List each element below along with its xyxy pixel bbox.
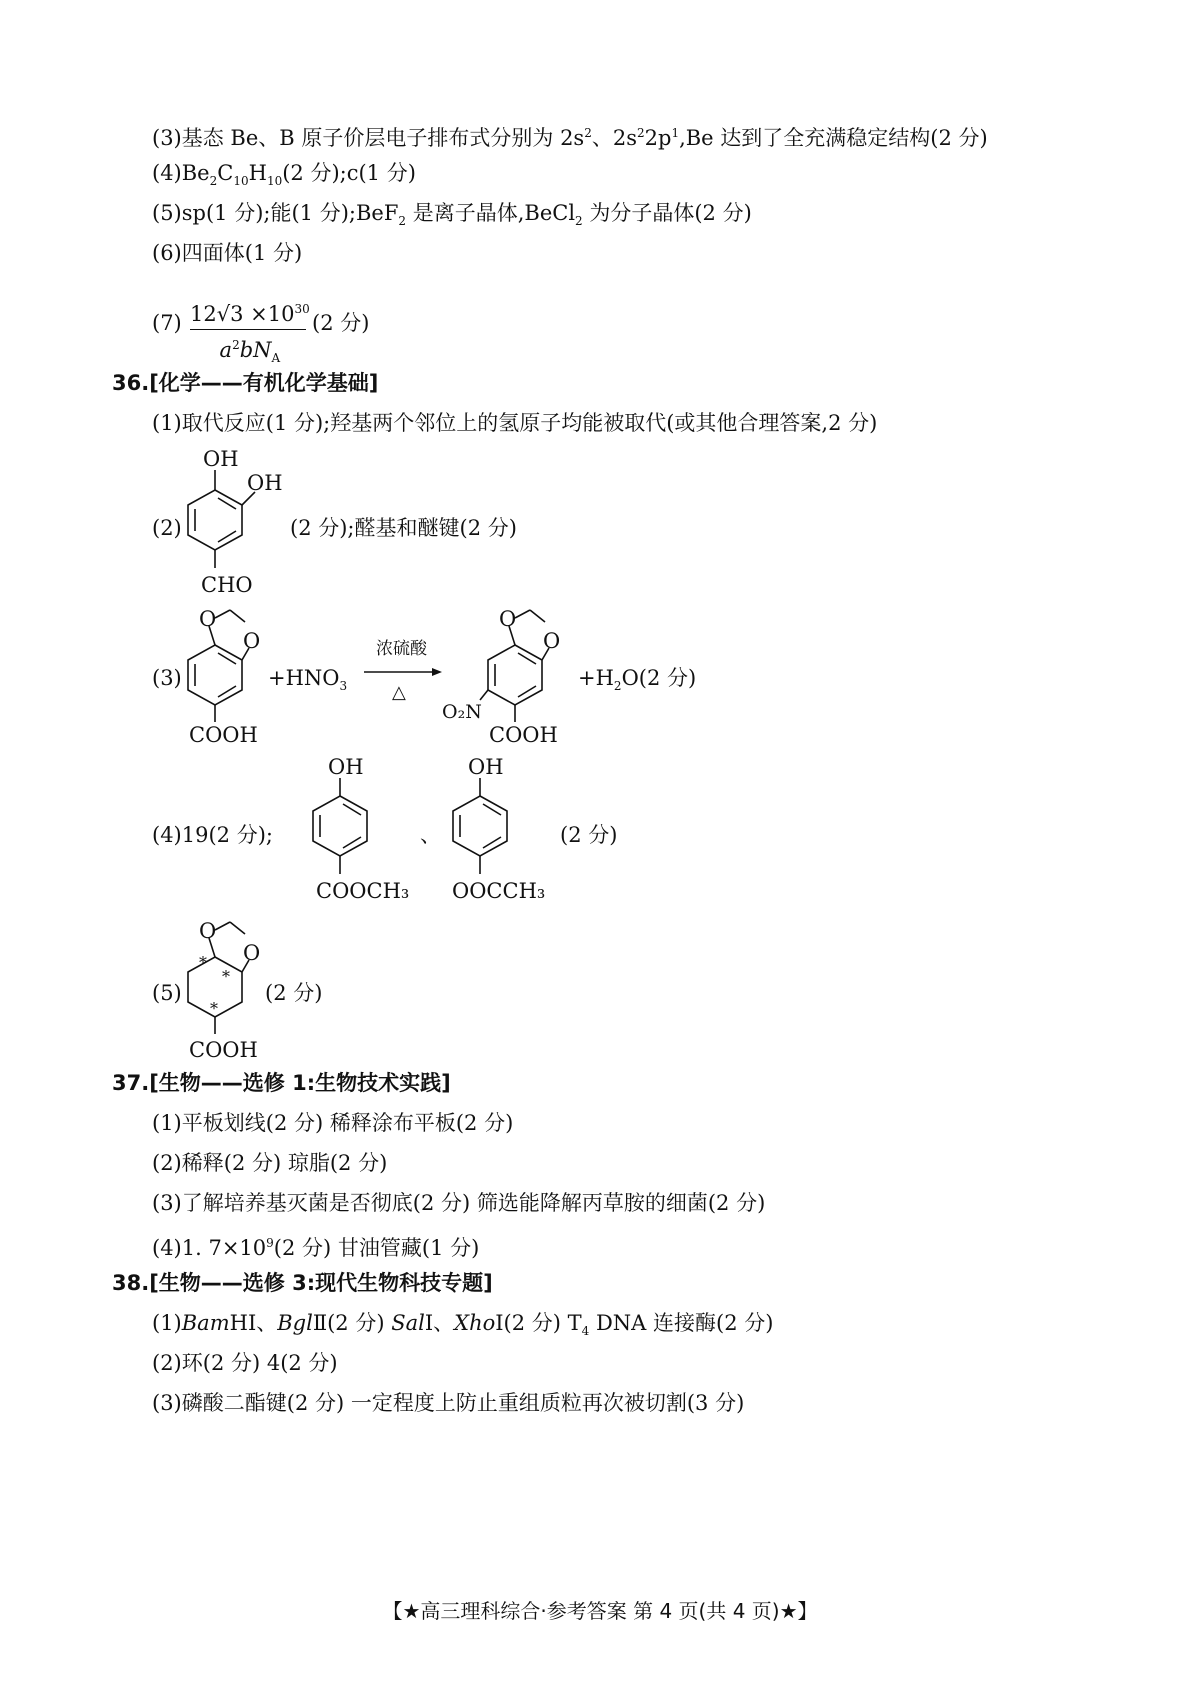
q36-4-molecule-2 — [440, 758, 570, 913]
fraction-numerator: $12√3 \times 10^{30}$ — [190, 302, 310, 326]
q36-line-5-prefix: (5) — [152, 981, 182, 1005]
q36-line-1: (1)取代反应(1 分);羟基两个邻位上的氢原子均能被取代(或其他合理答案,2 分) — [152, 411, 878, 435]
q38-title: 38.[生物——选修 3:现代生物科技专题] — [112, 1271, 493, 1295]
nitro-label: O₂N — [442, 701, 482, 723]
q35-line-6: (6)四面体(1 分) — [152, 241, 303, 265]
q35-line-4: $(4)Be_2C_{10}H_{10}(2$ 分);c(1 分) — [152, 161, 416, 189]
fraction-bar — [190, 329, 306, 330]
q36-line-5-score: (2 分) — [265, 981, 323, 1005]
q37-line-3: (3)了解培养基灭菌是否彻底(2 分) 筛选能降解丙草胺的细菌(2 分) — [152, 1191, 766, 1215]
arrow-top-text: 浓硫酸 — [376, 639, 427, 659]
ring-o-label-2: O — [243, 941, 261, 965]
q36-3-product-molecule — [440, 600, 570, 745]
q36-line-3-product: $+H_2O(2$ 分) — [578, 666, 697, 694]
chiral-star-2: * — [222, 967, 230, 986]
fraction-denominator: $a^2bN_A$ — [219, 338, 281, 366]
hydroxyl-label-1: OH — [203, 450, 239, 471]
product-ether-o-label-1: O — [499, 607, 517, 631]
q35-line-5: (5)sp(1 分);能(1 分);BeF$_2$ 是离子晶体,BeCl$_2$ 为分子晶体(2 分) — [152, 201, 752, 229]
q36-2-molecule — [185, 450, 295, 595]
page-footer: 【★高三理科综合·参考答案 第 4 页(共 4 页)★】 — [382, 1599, 818, 1623]
q37-line-1: (1)平板划线(2 分) 稀释涂布平板(2 分) — [152, 1111, 514, 1135]
arrow-bottom-text: △ — [392, 682, 406, 703]
q38-line-2: (2)环(2 分) 4(2 分) — [152, 1351, 338, 1375]
q37-line-4: (4)1. $7\times 10^9(2$ 分) 甘油管藏(1 分) — [152, 1236, 480, 1260]
chiral-star-3: * — [210, 999, 218, 1018]
ether-o-label-1: O — [199, 607, 217, 631]
reaction-arrow — [362, 665, 444, 679]
q36-5-carboxyl-label: COOH — [189, 1038, 258, 1062]
q36-line-4-score: (2 分) — [560, 823, 618, 847]
q35-line-7-suffix: (2 分) — [312, 311, 370, 335]
q38-line-3: (3)磷酸二酯键(2 分) 一定程度上防止重组质粒再次被切割(3 分) — [152, 1391, 745, 1415]
q38-line-1: (1)BamHⅠ、BglⅡ(2 分) SalⅠ、XhoⅠ(2 分) $T_4$ DNA 连接酶(2 分) — [152, 1311, 774, 1339]
q35-line-7-prefix: (7) — [152, 311, 182, 335]
mol1-hydroxyl-label: OH — [328, 758, 364, 779]
q36-line-2-text: (2 分);醛基和醚键(2 分) — [290, 516, 517, 540]
aldehyde-label: CHO — [201, 573, 253, 595]
product-ether-o-label-2: O — [543, 629, 561, 653]
hydroxyl-label-2: OH — [247, 471, 283, 495]
q36-line-2-prefix: (2) — [152, 516, 182, 540]
carboxyl-label: COOH — [189, 723, 258, 745]
q36-4-molecule-1 — [300, 758, 430, 913]
ether-o-label-2: O — [243, 629, 261, 653]
q36-line-4-prefix: (4)19(2 分); — [152, 823, 273, 847]
mol1-ester-label: COOCH₃ — [316, 879, 410, 903]
mol2-hydroxyl-label: OH — [468, 758, 504, 779]
q36-line-3-reagent: $+HNO_3$ — [268, 666, 348, 694]
mol2-ester-label: OOCCH₃ — [452, 879, 546, 903]
q35-line-3: (3)基态 Be、B 原子价层电子排布式分别为 $2s^2$、$2s^22p^1,Be$ 达到了全充满稳定结构(2 分) — [152, 126, 988, 150]
chiral-star-1: * — [199, 953, 207, 972]
product-carboxyl-label: COOH — [489, 723, 558, 745]
q36-title: 36.[化学——有机化学基础] — [112, 371, 379, 395]
ring-o-label-1: O — [199, 919, 217, 943]
q37-title: 37.[生物——选修 1:生物技术实践] — [112, 1071, 451, 1095]
q37-line-2: (2)稀释(2 分) 琼脂(2 分) — [152, 1151, 388, 1175]
q35-fraction — [190, 296, 310, 371]
q36-line-3-prefix: (3) — [152, 666, 182, 690]
q36-line-4-separator: 、 — [420, 823, 441, 847]
